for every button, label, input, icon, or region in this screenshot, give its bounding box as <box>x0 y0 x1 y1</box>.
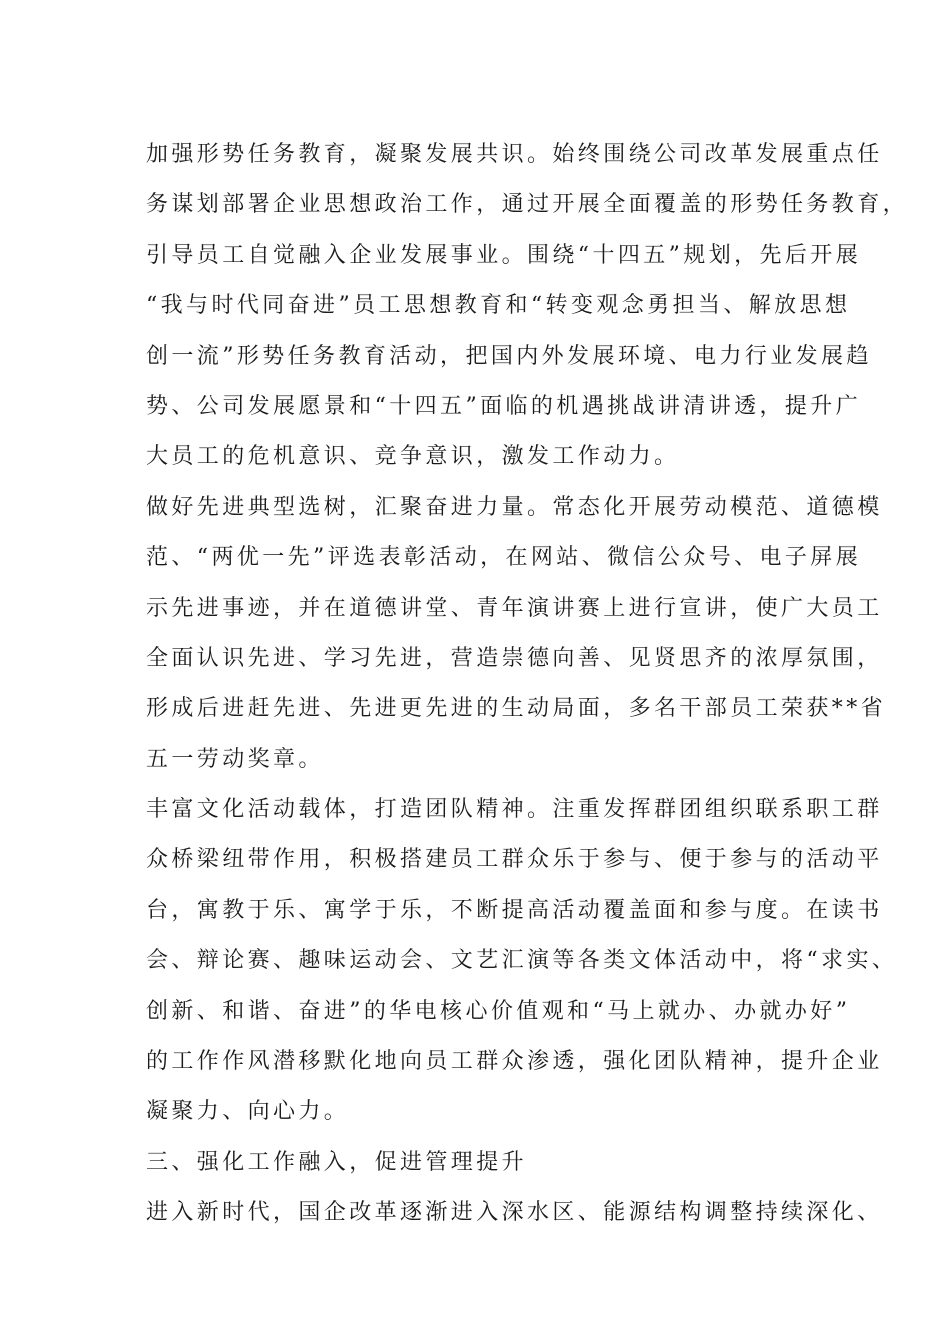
text-line: 创一流”形势任务教育活动，把国内外发展环境、电力行业发展趋 <box>146 343 872 369</box>
text-line: 凝聚力、向心力。 <box>146 1099 350 1125</box>
text-line: 范、“两优一先”评选表彰活动，在网站、微信公众号、电子屏展 <box>146 545 862 571</box>
text-line: “我与时代同奋进”员工思想教育和“转变观念勇担当、解放思想 <box>146 293 851 319</box>
text-line: 的工作作风潜移默化地向员工群众渗透，强化团队精神，提升企业 <box>146 1049 883 1075</box>
text-line: 形成后进赶先进、先进更先进的生动局面，多名干部员工荣获**省 <box>146 696 887 722</box>
text-line: 丰富文化活动载体，打造团队精神。注重发挥群团组织联系职工群 <box>146 797 883 823</box>
text-line: 大员工的危机意识、竞争意识，激发工作动力。 <box>146 444 680 470</box>
text-line: 势、公司发展愿景和“十四五”面临的机遇挑战讲清讲透，提升广 <box>146 393 862 419</box>
text-line: 全面认识先进、学习先进，营造崇德向善、见贤思齐的浓厚氛围， <box>146 645 883 671</box>
text-line: 引导员工自觉融入企业发展事业。围绕“十四五”规划，先后开展 <box>146 242 862 268</box>
text-line: 示先进事迹，并在道德讲堂、青年演讲赛上进行宣讲，使广大员工 <box>146 595 883 621</box>
text-line: 会、辩论赛、趣味运动会、文艺汇演等各类文体活动中，将“求实、 <box>146 948 898 974</box>
text-line: 做好先进典型选树，汇聚奋进力量。常态化开展劳动模范、道德模 <box>146 494 883 520</box>
text-line: 创新、和谐、奋进”的华电核心价值观和“马上就办、办就办好” <box>146 998 851 1024</box>
text-line: 进入新时代，国企改革逐渐进入深水区、能源结构调整持续深化、 <box>146 1200 883 1226</box>
text-line: 台，寓教于乐、寓学于乐，不断提高活动覆盖面和参与度。在读书 <box>146 897 883 923</box>
text-line: 务谋划部署企业思想政治工作，通过开展全面覆盖的形势任务教育， <box>146 192 909 218</box>
text-line: 众桥梁纽带作用，积极搭建员工群众乐于参与、便于参与的活动平 <box>146 847 883 873</box>
section-heading: 三、强化工作融入，促进管理提升 <box>146 1149 528 1175</box>
text-line: 五一劳动奖章。 <box>146 746 324 772</box>
text-line: 加强形势任务教育，凝聚发展共识。始终围绕公司改革发展重点任 <box>146 142 883 167</box>
body-text <box>146 130 909 1239</box>
